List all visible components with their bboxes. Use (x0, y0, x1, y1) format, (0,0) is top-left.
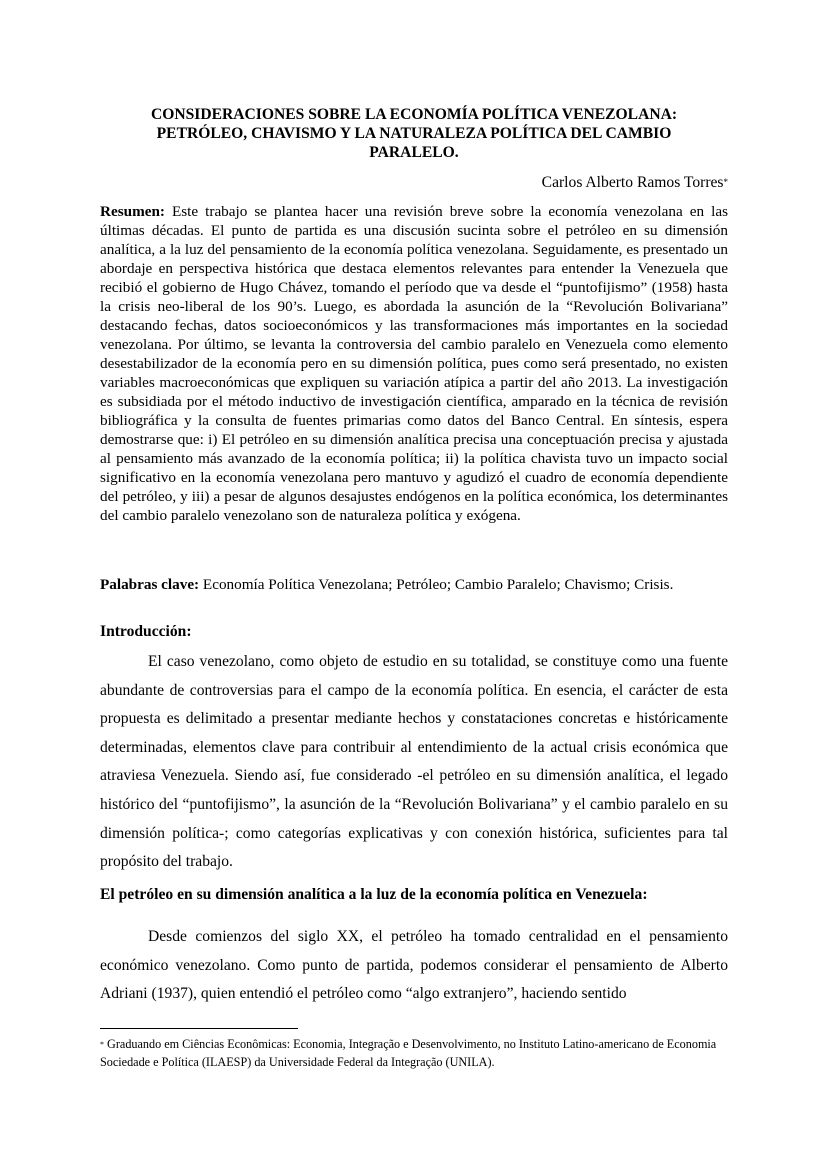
author-footnote-mark: * (723, 177, 728, 187)
keywords-text: Economía Política Venezolana; Petróleo; Cambio Paralelo; Chavismo; Crisis. (199, 576, 674, 593)
footnote-divider (100, 1028, 298, 1029)
author-line (100, 173, 728, 194)
title-line-1: CONSIDERACIONES SOBRE LA ECONOMÍA POLÍTICA VENEZOLANA: (150, 106, 678, 123)
footnote-mark: * (100, 1040, 104, 1049)
abstract (100, 202, 728, 525)
introduction-paragraph: El caso venezolano, como objeto de estudio en su totalidad, se constituye como una fuente abundante de controversias para el campo de la economía política. En esencia, el carácter de esta propuesta es delimitado a presentar mediante hechos y constataciones concretas e históricamente determinadas, elementos clave para contribuir al entendimiento de la actual crisis económica que atraviesa Venezuela. Siendo así, fue considerado -el petróleo en su dimensión analítica, el legado histórico del “puntofijismo”, la asunción de la “Revolución Bolivariana” y el cambio paralelo en su dimensión política-; como categorías explicativas y con conexión histórica, suficientes para tal propósito del trabajo. (100, 653, 728, 871)
author-name: Carlos Alberto Ramos Torres (541, 174, 724, 191)
paper-title (100, 105, 728, 162)
introduction-heading: Introducción: (100, 623, 192, 640)
section-heading: El petróleo en su dimensión analítica a la luz de la economía política en Venezuela: (100, 886, 648, 903)
abstract-text: Este trabajo se plantea hacer una revisión breve sobre la economía venezolana en las últimas décadas. El punto de partida es una discusión sucinta sobre el petróleo en su dimensión analítica, a la luz del pensamiento de la economía política venezolana. Seguidamente, es presentado un abordaje en perspectiva histórica que destaca elementos relevantes para entender la Venezuela que recibió el gobierno de Hugo Chávez, tomando el período que va desde el “puntofijismo” (1958) hasta la crisis neo-liberal de los 90’s. Luego, es abordada la asunción de la “Revolución Bolivariana” destacando fechas, datos socioeconómicos y las transformaciones más importantes en la sociedad venezolana. Por último, se levanta la controversia del cambio paralelo en Venezuela como elemento desestabilizador de la economía pero en su dimensión política, pues como será presentado, no existen variables macroeconómicas que expliquen su variación atípica a partir del año 2013. La investigación es subsidiada por el método inductivo de investigación científica, amparado en la técnica de revisión bibliográfica y la consulta de fuentes primarias como datos del Banco Central. En síntesis, espera demostrarse que: i) El petróleo en su dimensión analítica precisa una conceptuación precisa y ajustada al pensamiento más avanzado de la economía política; ii) la política chavista tuvo un impacto social significativo en la economía venezolana pero mantuvo y agudizó el cuadro de economía dependiente del petróleo, y iii) a pesar de algunos desajustes endógenos en la política económica, los determinantes del cambio paralelo venezolano son de naturaleza política y exógena. (100, 203, 728, 524)
section-paragraph: Desde comienzos del siglo XX, el petróleo ha tomado centralidad en el pensamiento económico venezolano. Como punto de partida, podemos considerar el pensamiento de Alberto Adriani (1937), quien entendió el petróleo como “algo extranjero”, haciendo sentido (100, 928, 728, 1003)
keywords-label: Palabras clave: (100, 576, 200, 593)
abstract-label: Resumen: (100, 203, 165, 220)
keywords (100, 575, 728, 594)
footnote (100, 1036, 728, 1070)
title-line-2: PETRÓLEO, CHAVISMO Y LA NATURALEZA POLÍTICA DEL CAMBIO (156, 125, 672, 142)
title-line-3: PARALELO. (369, 144, 459, 161)
footnote-text: Graduando em Ciências Econômicas: Economia, Integração e Desenvolvimento, no Instituto Latino-americano de Economia Sociedade e Política (ILAESP) da Universidade Federal da Integração (UNILA). (100, 1037, 717, 1069)
